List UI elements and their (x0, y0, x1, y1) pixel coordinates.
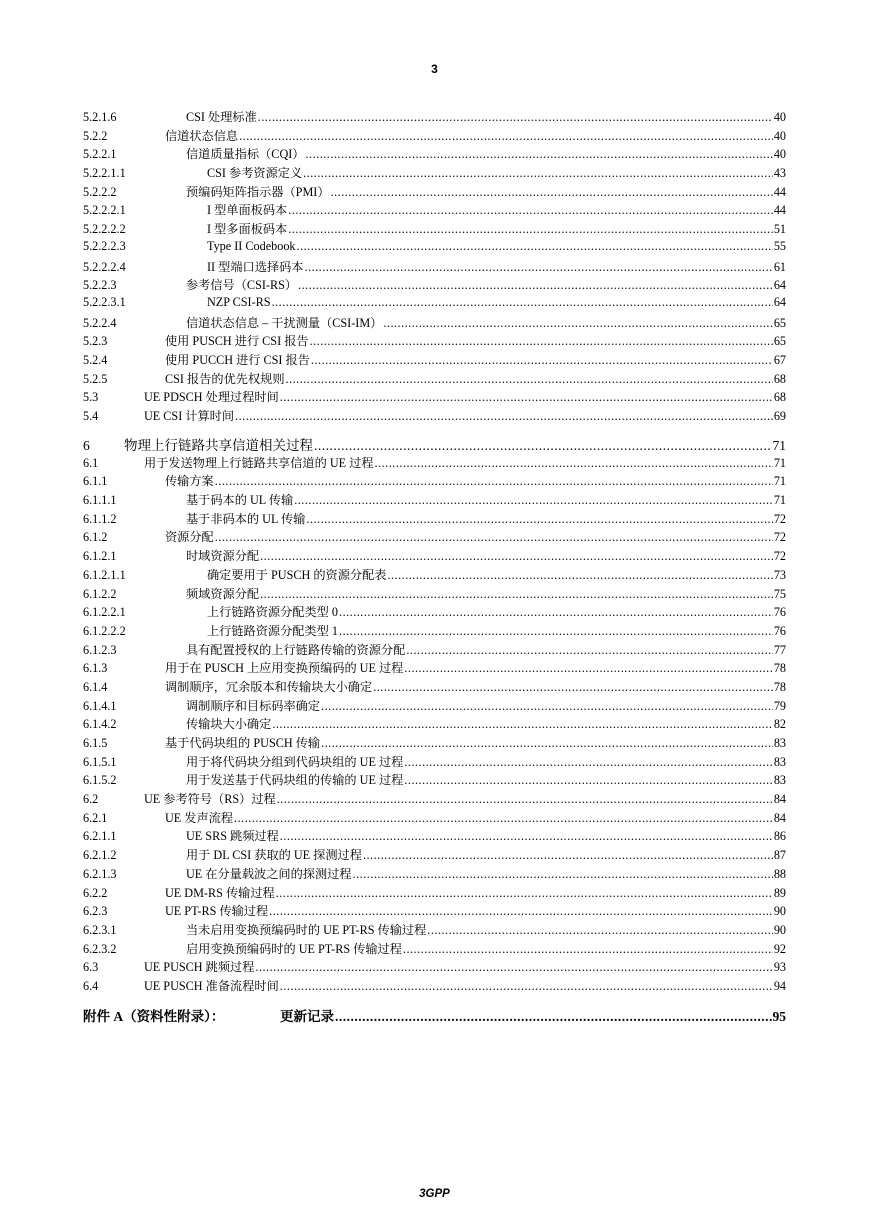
toc-entry-page: 78 (773, 679, 786, 694)
toc-entry[interactable]: 6.1.4.2 传输块大小确定 ..... 82 (83, 715, 786, 734)
toc-entry-page: 71 (773, 455, 786, 470)
toc-entry-title: Type II Codebook (207, 238, 296, 253)
toc-entry-title: 传输块大小确定 (186, 717, 272, 732)
toc-entry-title: 用于 DL CSI 获取的 UE 探测过程 (186, 848, 362, 863)
toc-entry[interactable]: 5.2.2.1 信道质量指标（CQI） ..... 40 (83, 145, 786, 164)
toc-leader-dots (403, 942, 773, 957)
toc-entry-page: 83 (773, 754, 786, 769)
toc-entry-page: 69 (773, 409, 786, 423)
toc-leader-dots (260, 549, 773, 564)
toc-entry[interactable]: 5.2.2.1.1 CSI 参考资源定义 ..... 43 (83, 164, 786, 183)
toc-entry[interactable]: 6.1.5.2 用于发送基于代码块组的传输的 UE 过程 ..... 83 (83, 771, 786, 790)
toc-leader-dots (280, 979, 773, 994)
toc-leader-dots (406, 643, 772, 658)
toc-leader-dots (404, 773, 772, 788)
toc-entry[interactable]: 5.2.2.2.2 I 型多面板码本 ..... 51 (83, 220, 786, 239)
toc-entry-page: 89 (773, 885, 786, 900)
toc-entry-title: UE 在分量载波之间的探测过程 (186, 866, 352, 881)
toc-entry-page: 76 (773, 623, 786, 638)
toc-entry[interactable]: 6.1.4 调制顺序，冗余版本和传输块大小确定 ..... 78 (83, 678, 786, 697)
toc-entry-page: 67 (773, 352, 786, 367)
toc-leader-dots (311, 353, 773, 368)
toc-entry-page: 64 (773, 294, 786, 309)
toc-entry-page: 83 (773, 736, 786, 750)
toc-leader-dots (215, 474, 773, 489)
toc-leader-dots (294, 493, 773, 508)
toc-entry-title: UE PT-RS 传输过程 (165, 904, 269, 919)
toc-leader-dots (339, 624, 773, 639)
toc-entry-title: 用于将代码块分组到代码块组的 UE 过程 (186, 754, 404, 769)
toc-entry-title: I 型多面板码本 (207, 222, 288, 237)
toc-entry[interactable]: 6.2.3.2 启用变换预编码时的 UE PT-RS 传输过程 ..... 92 (83, 940, 786, 959)
toc-leader-dots (260, 587, 773, 602)
toc-leader-dots (272, 717, 773, 732)
toc-leader-dots (280, 390, 773, 405)
toc-entry-page: 75 (773, 586, 786, 601)
toc-entry-title: CSI 报告的优先权规则 (165, 371, 285, 386)
toc-entry[interactable]: 6.2.3.1 当未启用变换预编码时的 UE PT-RS 传输过程 ..... 90 (83, 921, 786, 940)
toc-leader-dots (286, 372, 773, 387)
toc-entry-page: 72 (773, 511, 786, 526)
toc-leader-dots (280, 829, 773, 844)
toc-entry-page: 71 (773, 474, 786, 489)
toc-leader-dots (239, 129, 773, 144)
toc-entry-title: UE 参考符号（RS）过程 (144, 792, 276, 807)
toc-leader-dots (269, 904, 773, 919)
toc-entry-title: 信道状态信息 (165, 128, 239, 143)
toc-entry-title: 用于在 PUSCH 上应用变换预编码的 UE 过程 (165, 661, 404, 676)
toc-entry-page: 65 (773, 334, 786, 349)
toc-entry-title: 基于非码本的 UL 传输 (186, 511, 306, 526)
toc-leader-dots (306, 147, 773, 162)
toc-entry[interactable]: 5.2.2.4 信道状态信息 – 干扰测量（CSI-IM） ..... 65 (83, 314, 786, 333)
toc-entry-title: UE CSI 计算时间 (144, 409, 235, 423)
toc-leader-dots (306, 512, 772, 527)
toc-entry[interactable]: 6 物理上行链路共享信道相关过程 ..... 71 (83, 434, 786, 454)
toc-entry[interactable]: 5.2.2 信道状态信息 ..... 40 (83, 127, 786, 146)
toc-entry[interactable]: 5.4 UE CSI 计算时间 ..... 69 (83, 407, 786, 426)
toc-entry[interactable]: 6.1.2.3 具有配置授权的上行链路传输的资源分配 ..... 77 (83, 641, 786, 660)
toc-entry[interactable]: 5.2.2.3.1 NZP CSI-RS ..... 64 (83, 295, 786, 314)
toc-entry-title: UE PUSCH 跳频过程 (144, 960, 255, 975)
toc-entry-page: 82 (773, 717, 786, 732)
toc-entry-page: 61 (773, 259, 786, 274)
toc-entry-title: 基于码本的 UL 传输 (186, 493, 294, 508)
toc-entry-page: 95 (772, 1008, 786, 1024)
toc-entry[interactable]: 6.1.2.2.1 上行链路资源分配类型 0 ..... 76 (83, 603, 786, 622)
toc-entry-title: 使用 PUSCH 进行 CSI 报告 (165, 334, 309, 349)
toc-entry-title: 更新记录 (280, 1008, 334, 1024)
toc-entry[interactable]: 6.2.1.3 UE 在分量载波之间的探测过程 ..... 88 (83, 865, 786, 884)
toc-entry-page: 88 (773, 866, 786, 881)
toc-leader-dots (373, 680, 773, 695)
toc-entry-page: 84 (773, 810, 786, 825)
toc-entry-title: I 型单面板码本 (207, 203, 288, 218)
toc-leader-dots (303, 166, 773, 181)
toc-leader-dots (258, 110, 773, 125)
toc-entry-page: 55 (773, 238, 786, 253)
toc-entry-page: 44 (773, 184, 786, 199)
toc-entry[interactable]: 附件 A（资料性附录）： 更新记录 ..... 95 (83, 1005, 786, 1025)
toc-entry-title: 用于发送物理上行链路共享信道的 UE 过程 (144, 455, 374, 470)
toc-entry-page: 84 (773, 792, 786, 807)
toc-entry-page: 76 (773, 605, 786, 620)
toc-entry-page: 68 (773, 371, 786, 386)
toc-entry[interactable]: 6.1.2.1 时域资源分配 ..... 72 (83, 547, 786, 566)
toc-entry[interactable]: 6.1.3 用于在 PUSCH 上应用变换预编码的 UE 过程 ..... 78 (83, 659, 786, 678)
toc-leader-dots (297, 239, 773, 254)
toc-entry[interactable]: 5.2.5 CSI 报告的优先权规则 ..... 68 (83, 370, 786, 389)
toc-leader-dots (383, 316, 772, 331)
toc-entry-page: 90 (773, 922, 786, 937)
toc-leader-dots (277, 792, 773, 807)
toc-entry[interactable]: 5.2.2.3 参考信号（CSI-RS） ..... 64 (83, 276, 786, 295)
toc-entry-title: 资源分配 (165, 530, 214, 545)
toc-entry-page: 79 (773, 698, 786, 713)
toc-entry-page: 72 (773, 530, 786, 545)
table-of-contents (83, 108, 786, 1025)
toc-entry-page: 87 (773, 848, 786, 863)
toc-entry-page: 86 (773, 829, 786, 844)
toc-entry[interactable]: 5.2.2.2.4 II 型端口选择码本 ..... 61 (83, 258, 786, 277)
toc-entry-title: 信道状态信息 – 干扰测量（CSI-IM） (186, 315, 383, 330)
toc-entry-title: 具有配置授权的上行链路传输的资源分配 (186, 642, 406, 657)
toc-entry[interactable]: 6.1.1 传输方案 ..... 71 (83, 472, 786, 491)
toc-entry[interactable]: 6.1.2 资源分配 ..... 72 (83, 528, 786, 547)
toc-entry-title: 上行链路资源分配类型 1 (207, 623, 339, 638)
toc-entry-page: 83 (773, 773, 786, 788)
toc-entry[interactable]: 5.3 UE PDSCH 处理过程时间 ..... 68 (83, 388, 786, 407)
toc-entry-page: 90 (773, 904, 786, 919)
toc-entry-title: UE DM-RS 传输过程 (165, 885, 275, 900)
toc-entry[interactable]: 6.2.1.2 用于 DL CSI 获取的 UE 探测过程 ..... 87 (83, 846, 786, 865)
toc-entry-page: 64 (773, 278, 786, 293)
toc-entry-page: 43 (773, 166, 786, 181)
toc-entry-page: 40 (773, 147, 786, 162)
toc-entry-title: CSI 处理标准 (186, 110, 257, 124)
toc-entry-page: 73 (773, 567, 786, 582)
toc-leader-dots (331, 185, 773, 200)
toc-entry-title: 当未启用变换预编码时的 UE PT-RS 传输过程 (186, 922, 427, 937)
toc-entry-title: UE 发声流程 (165, 810, 234, 825)
toc-leader-dots (234, 811, 773, 826)
toc-leader-dots (375, 456, 773, 471)
toc-leader-dots (404, 661, 772, 676)
toc-leader-dots (276, 886, 773, 901)
page-number: 3 (431, 62, 438, 76)
toc-entry-page: 40 (773, 128, 786, 143)
toc-entry-title: 物理上行链路共享信道相关过程 (124, 437, 313, 453)
toc-leader-dots (353, 867, 773, 882)
toc-entry[interactable]: 6.1.5.1 用于将代码块分组到代码块组的 UE 过程 ..... 83 (83, 753, 786, 772)
toc-leader-dots (314, 438, 772, 454)
toc-entry-title: 调制顺序和目标码率确定 (186, 698, 321, 713)
toc-entry[interactable]: 6.1.1.1 基于码本的 UL 传输 ..... 71 (83, 491, 786, 510)
toc-entry-page: 51 (773, 222, 786, 237)
toc-entry[interactable]: 5.2.4 使用 PUCCH 进行 CSI 报告 ..... 67 (83, 351, 786, 370)
toc-leader-dots (304, 260, 772, 275)
toc-entry-title: 时域资源分配 (186, 549, 260, 564)
toc-entry[interactable]: 6.1.5 基于代码块组的 PUSCH 传输 ..... 83 (83, 734, 786, 753)
toc-entry-title: 信道质量指标（CQI） (186, 147, 305, 162)
toc-entry[interactable]: 6.3 UE PUSCH 跳频过程 ..... 93 (83, 958, 786, 977)
toc-entry[interactable]: 6.2.2 UE DM-RS 传输过程 ..... 89 (83, 884, 786, 903)
toc-entry[interactable]: 6.2 UE 参考符号（RS）过程 ..... 84 (83, 790, 786, 809)
toc-entry-page: 92 (773, 941, 786, 956)
toc-entry[interactable]: 6.1.4.1 调制顺序和目标码率确定 ..... 79 (83, 697, 786, 716)
toc-entry-page: 71 (773, 493, 786, 508)
toc-entry-title: 用于发送基于代码块组的传输的 UE 过程 (186, 773, 404, 788)
toc-entry-title: 频域资源分配 (186, 586, 260, 601)
toc-entry-title: 基于代码块组的 PUSCH 传输 (165, 736, 321, 750)
toc-entry-title: 调制顺序，冗余版本和传输块大小确定 (165, 679, 373, 694)
toc-entry-title: NZP CSI-RS (207, 294, 271, 309)
toc-entry-page: 40 (773, 110, 786, 124)
toc-entry[interactable]: 6.1 用于发送物理上行链路共享信道的 UE 过程 ..... 71 (83, 454, 786, 473)
toc-entry-title: 参考信号（CSI-RS） (186, 278, 298, 293)
toc-leader-dots (387, 568, 772, 583)
toc-entry-title: 上行链路资源分配类型 0 (207, 605, 339, 620)
toc-leader-dots (427, 923, 773, 938)
toc-leader-dots (255, 960, 772, 975)
toc-leader-dots (298, 278, 773, 293)
toc-entry[interactable]: 6.2.1 UE 发声流程 ..... 84 (83, 809, 786, 828)
toc-leader-dots (335, 1009, 772, 1025)
toc-entry[interactable]: 5.2.1.6 CSI 处理标准 ..... 40 (83, 108, 786, 127)
toc-entry-title: UE SRS 跳频过程 (186, 829, 279, 844)
toc-entry[interactable]: 6.2.3 UE PT-RS 传输过程 ..... 90 (83, 902, 786, 921)
toc-leader-dots (235, 409, 773, 424)
toc-entry-page: 93 (773, 960, 786, 975)
toc-leader-dots (321, 736, 773, 751)
toc-leader-dots (215, 530, 773, 545)
toc-entry-title: II 型端口选择码本 (207, 259, 304, 274)
toc-leader-dots (339, 605, 773, 620)
toc-entry-title: UE PUSCH 准备流程时间 (144, 978, 279, 993)
toc-leader-dots (288, 222, 773, 237)
toc-entry[interactable]: 6.1.2.1.1 确定要用于 PUSCH 的资源分配表 ..... 73 (83, 566, 786, 585)
toc-entry-title: 传输方案 (165, 474, 214, 489)
toc-entry[interactable]: 6.4 UE PUSCH 准备流程时间 ..... 94 (83, 977, 786, 996)
toc-entry-title: 启用变换预编码时的 UE PT-RS 传输过程 (186, 941, 402, 956)
toc-entry-page: 72 (773, 549, 786, 564)
toc-entry-title: UE PDSCH 处理过程时间 (144, 390, 279, 405)
toc-leader-dots (272, 295, 773, 310)
toc-entry[interactable]: 6.1.2.2 频域资源分配 ..... 75 (83, 585, 786, 604)
toc-entry[interactable]: 6.1.2.2.2 上行链路资源分配类型 1 ..... 76 (83, 622, 786, 641)
footer-3gpp: 3GPP (419, 1188, 450, 1200)
toc-entry-title: 预编码矩阵指示器（PMI） (186, 184, 330, 199)
toc-entry-title: 使用 PUCCH 进行 CSI 报告 (165, 352, 310, 367)
toc-entry-page: 68 (773, 390, 786, 405)
toc-entry[interactable]: 5.2.2.2.3 Type II Codebook ..... 55 (83, 239, 786, 258)
toc-entry-title: 确定要用于 PUSCH 的资源分配表 (207, 567, 387, 582)
toc-entry-page: 94 (773, 978, 786, 993)
toc-leader-dots (321, 699, 773, 714)
toc-leader-dots (310, 334, 773, 349)
toc-entry[interactable]: 6.1.1.2 基于非码本的 UL 传输 ..... 72 (83, 510, 786, 529)
toc-entry-page: 77 (773, 642, 786, 657)
toc-entry-page: 71 (772, 437, 786, 453)
toc-entry-page: 65 (773, 315, 786, 330)
toc-entry[interactable]: 6.2.1.1 UE SRS 跳频过程 ..... 86 (83, 827, 786, 846)
toc-entry[interactable]: 5.2.2.2 预编码矩阵指示器（PMI） ..... 44 (83, 183, 786, 202)
toc-entry[interactable]: 5.2.2.2.1 I 型单面板码本 ..... 44 (83, 201, 786, 220)
toc-leader-dots (288, 203, 773, 218)
toc-entry-page: 44 (773, 203, 786, 218)
toc-leader-dots (404, 755, 772, 770)
toc-leader-dots (363, 848, 773, 863)
toc-entry-page: 78 (773, 661, 786, 676)
toc-entry[interactable]: 5.2.3 使用 PUSCH 进行 CSI 报告 ..... 65 (83, 332, 786, 351)
toc-entry-title: CSI 参考资源定义 (207, 166, 303, 181)
